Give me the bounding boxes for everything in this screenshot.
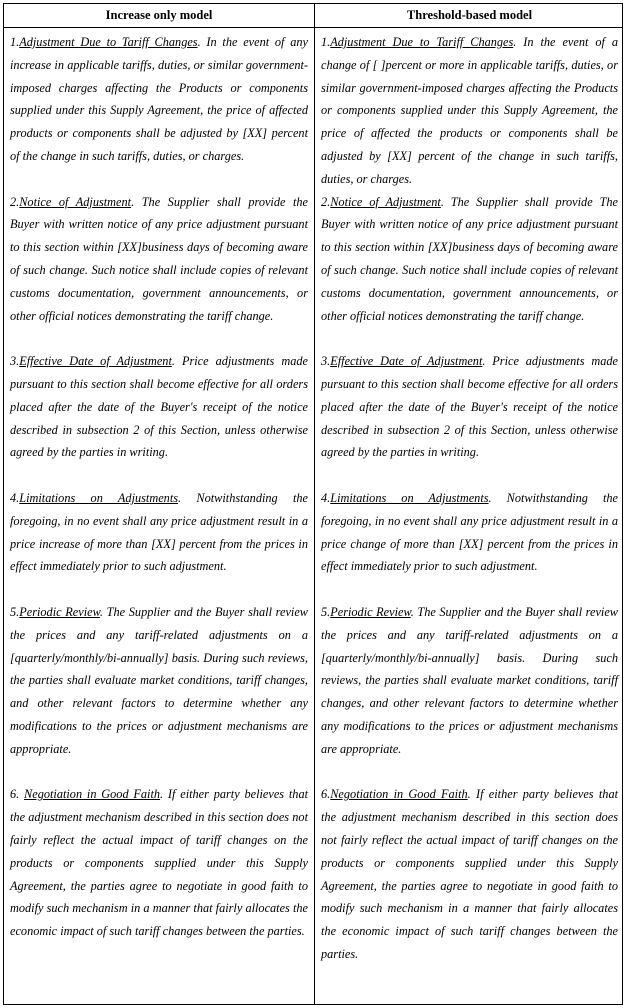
right-clause-3	[321, 347, 618, 484]
right-clause-3-text: . Price adjustments made pursuant to this section shall become effective for all orders placed after the date of the Buyer's receipt of the notice described in subsection 2 of this Section, unless otherwise agreed by the parties in writing.	[321, 354, 618, 460]
right-clause-4-number: 4.	[321, 490, 331, 505]
left-clause-6	[10, 780, 308, 962]
clause-comparison-table	[3, 3, 623, 1005]
right-clause-2	[321, 188, 618, 348]
right-clause-1-text: . In the event of a change of [ ]percent or more in applicable tariffs, duties, or similar government-imposed charges affecting the Products or components supplied under this Supply Agreement, the price of affected the products or components shall be adjusted by [XX] percent of the change in such tariffs, duties, or charges.	[321, 35, 618, 186]
header-threshold-based-model: Threshold-based model	[406, 8, 533, 22]
left-clause-6-text: . If either party believes that the adjustment mechanism described in this section does not fairly reflect the actual impact of tariff changes on the products or components supplied under this Supply Agreement, the parties agree to negotiate in good faith to modify such mechanism in a manner that fairly allocates the economic impact of such tariff changes between the parties.	[10, 787, 309, 939]
left-clause-4-title: Limitations on Adjustments	[19, 490, 179, 505]
right-clause-5-number: 5.	[321, 604, 331, 619]
left-clause-4	[10, 484, 308, 598]
right-clause-3-title: Effective Date of Adjustment	[330, 354, 483, 369]
left-clause-5	[10, 598, 308, 780]
right-clause-6-title: Negotiation in Good Faith	[330, 787, 468, 802]
right-clause-5	[321, 598, 618, 780]
left-clause-2	[10, 188, 308, 348]
right-clause-2-text: . The Supplier shall provide The Buyer with written notice of any price adjustment pursuant to this section within [XX]business days of becoming aware of such change. Such notice shall include copies of relevant customs documentation, government announcements, or other official notices demonstrating the tariff change.	[321, 194, 619, 323]
right-clause-5-title: Periodic Review	[330, 604, 411, 619]
threshold-based-column	[321, 28, 618, 963]
left-clause-5-number: 5.	[10, 604, 20, 619]
right-clause-2-title: Notice of Adjustment	[330, 194, 441, 209]
left-clause-1	[10, 28, 308, 188]
right-clause-5-text: . The Supplier and the Buyer shall review the prices and any tariff-related adjustments on a [quarterly/monthly/bi-annually] basis. During such reviews, the parties shall evaluate market conditions, tariff changes, and other relevant factors to determine whether any modifications to the prices or adjustment mechanisms are appropriate.	[321, 604, 618, 756]
left-clause-3-title: Effective Date of Adjustment	[19, 354, 172, 369]
left-clause-2-number: 2.	[10, 194, 20, 209]
left-clause-2-title: Notice of Adjustment	[19, 194, 132, 209]
right-clause-1	[321, 28, 618, 188]
right-clause-6-number: 6.	[321, 787, 331, 802]
left-clause-3-text: . Price adjustments made pursuant to this section shall become effective for all orders placed after the date of the Buyer's receipt of the notice described in subsection 2 of this Section, unless otherwise agreed by the parties in writing.	[10, 354, 308, 460]
right-clause-2-number: 2.	[321, 194, 331, 209]
right-clause-6	[321, 780, 618, 962]
left-clause-3	[10, 347, 308, 484]
right-clause-3-number: 3.	[321, 354, 331, 369]
right-clause-6-text: . If either party believes that the adjustment mechanism described in this section does not fairly reflect the actual impact of tariff changes on the products or components supplied under this Supply Agreement, the parties agree to negotiate in good faith to modify such mechanism in a manner that fairly allocates the economic impact of such tariff changes between the parties.	[321, 787, 619, 961]
right-clause-1-number: 1.	[321, 35, 331, 49]
left-clause-5-title: Periodic Review	[19, 604, 100, 619]
right-clause-4	[321, 484, 618, 598]
left-clause-1-text: . In the event of any increase in applicable tariffs, duties, or similar government-imposed charges affecting the Products or components supplied under this Supply Agreement, the price of affected products or components shall be adjusted by [XX] percent of the change in such tariffs, duties, or charges.	[10, 35, 308, 163]
right-clause-4-text: . Notwithstanding the foregoing, in no event shall any price adjustment result in a price change of more than [XX] percent from the prices in effect immediately prior to such adjustment.	[321, 490, 619, 574]
right-clause-1-title: Adjustment Due to Tariff Changes	[330, 35, 514, 49]
left-clause-3-number: 3.	[10, 354, 20, 369]
column-divider	[314, 4, 315, 1004]
left-clause-5-text: . The Supplier and the Buyer shall review the prices and any tariff-related adjustments on a [quarterly/monthly/bi-annually] basis. During such reviews, the parties shall evaluate market conditions, tariff changes, and other relevant factors to determine whether any modifications to the prices or adjustment mechanisms are appropriate.	[10, 604, 308, 756]
left-clause-6-number: 6.	[10, 787, 25, 802]
left-clause-4-text: . Notwithstanding the foregoing, in no event shall any price adjustment result in a price increase of more than [XX] percent from the prices in effect immediately prior to such adjustment.	[10, 490, 309, 574]
left-clause-6-title: Negotiation in Good Faith	[24, 787, 161, 802]
left-clause-1-number: 1.	[10, 35, 20, 49]
header-increase-only-model: Increase only model	[105, 8, 213, 22]
increase-only-column	[10, 28, 308, 963]
left-clause-1-title: Adjustment Due to Tariff Changes	[19, 35, 198, 49]
right-clause-4-title: Limitations on Adjustments	[330, 490, 489, 505]
left-clause-4-number: 4.	[10, 490, 20, 505]
table-header-row	[4, 4, 622, 28]
left-clause-2-text: . The Supplier shall provide the Buyer with written notice of any price adjustment pursuant to this section within [XX]business days of becoming aware of such change. Such notice shall include copies of relevant customs documentation, government announcements, or other official notices demonstrating the tariff change.	[10, 194, 309, 323]
